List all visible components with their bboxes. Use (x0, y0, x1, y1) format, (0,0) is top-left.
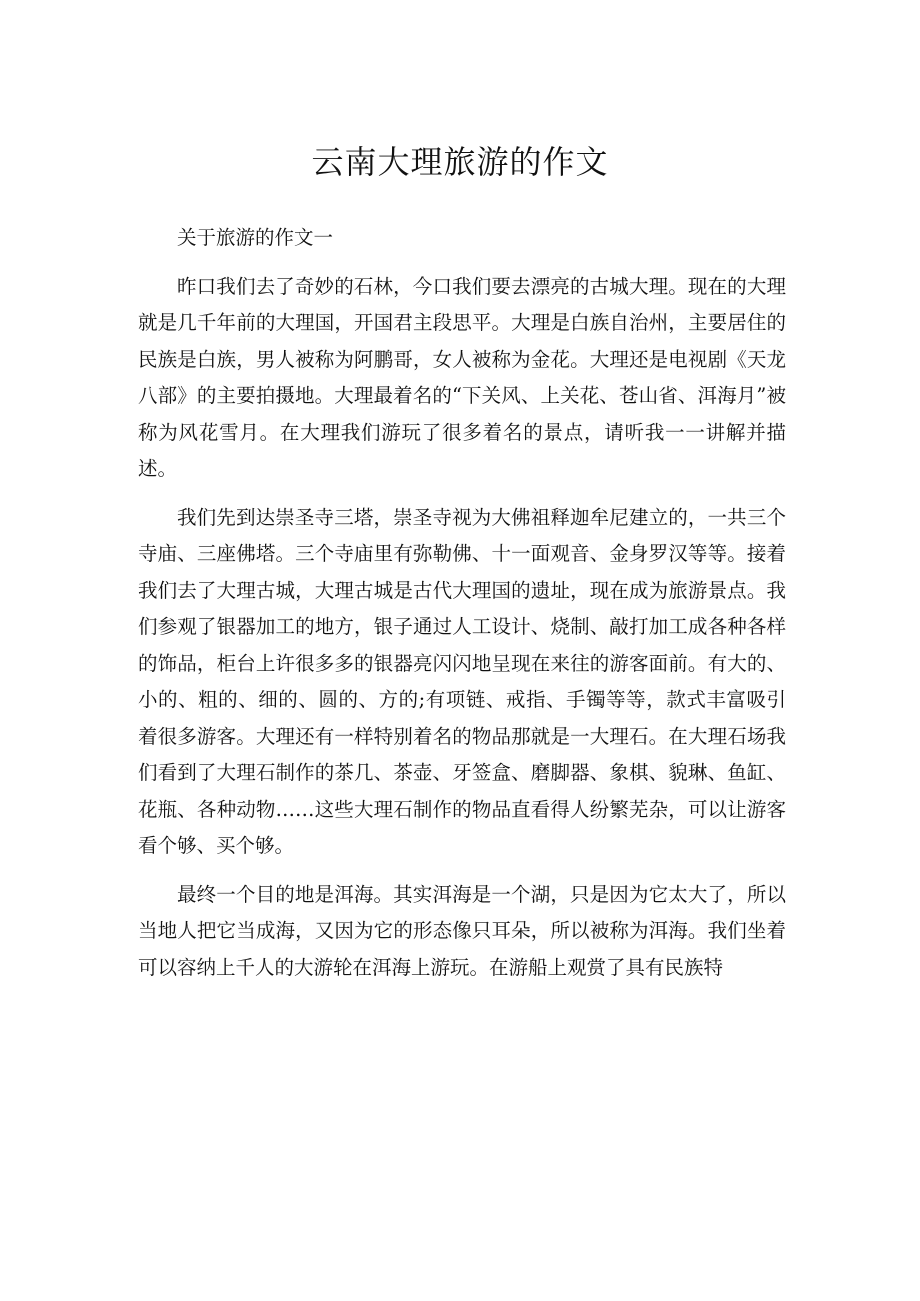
section-subtitle: 关于旅游的作文一 (177, 226, 334, 249)
paragraph-1: 昨口我们去了奇妙的石林，今口我们要去漂亮的古城大理。现在的大理就是几千年前的大理国，开国君主段思平。大理是白族自治州，主要居住的民族是白族，男人被称为阿鹏哥，女人被称为金花。大理还是电视剧《天龙八部》的主要拍摄地。大理最着名的“下关风、上关花、苍山省、洱海月”被称为风花雪月。在大理我们游玩了很多着名的景点，请听我一一讲解并描述。 (138, 274, 786, 480)
paragraph-3: 最终一个目的地是洱海。其实洱海是一个湖，只是因为它太大了，所以当地人把它当成海，又因为它的形态像只耳朵，所以被称为洱海。我们坐着可以容纳上千人的大游轮在洱海上游玩。在游船上观赏了具有民族特 (138, 882, 786, 979)
document-body (138, 220, 786, 986)
document-title: 云南大理旅游的作文 (311, 143, 609, 181)
paragraph-2: 我们先到达崇圣寺三塔，崇圣寺视为大佛祖释迦牟尼建立的，一共三个寺庙、三座佛塔。三个寺庙里有弥勒佛、十一面观音、金身罗汉等等。接着我们去了大理古城，大理古城是古代大理国的遗址，现在成为旅游景点。我们参观了银器加工的地方，银子通过人工设计、烧制、敲打加工成各种各样的饰品，柜台上许很多多的银器亮闪闪地呈现在来往的游客面前。有大的、小的、粗的、细的、圆的、方的;有项链、戒指、手镯等等，款式丰富吸引着很多游客。大理还有一样特别着名的物品那就是一大理石。在大理石场我们看到了大理石制作的茶几、茶壶、牙签盒、磨脚器、象棋、貌琳、鱼缸、花瓶、各种动物……这些大理石制作的物品直看得人纷繁芜杂，可以让游客看个够、买个够。 (138, 505, 786, 857)
